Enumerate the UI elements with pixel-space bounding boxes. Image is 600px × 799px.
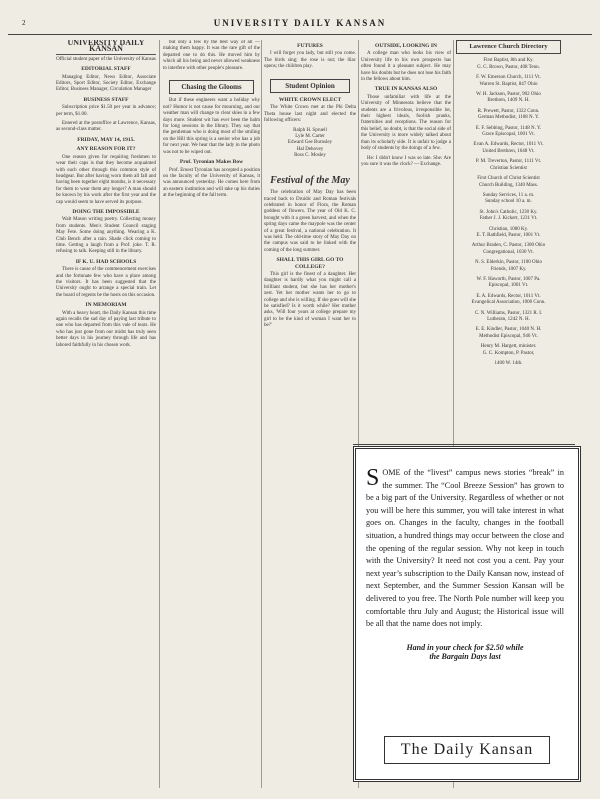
church-entry: Sunday Services, 11 a. m. [482,192,535,198]
church-entry: E. F. Sebbing, Pastor, 1148 N. Y. [475,125,542,131]
church-entry: Lutheran, 1242 N. H. [487,317,530,322]
church-entry: E. E. Kindler, Pastor, 1040 N. H. [475,327,542,333]
section-heading-festival: Festival of the May [270,174,350,186]
section-heading-student-opinion: Student Opinion [270,79,350,93]
church-entry: Father J. J. Kickert, 1231 Vt. [479,216,538,222]
editorial-body: There is cause of the commencement exercises and the fortunate few who have a place among the visitors. It has been suggested that the University ought to arrange a special train. Let the board of regents be the hosts on this occasion. [56,267,156,298]
church-directory-heading: Lawrence Church Directory [456,40,561,54]
page-number: 2 [22,19,26,27]
subscription-rate: Subscription price $1.50 per year in advance; per term, $1.00. [56,105,156,117]
church-entry: Brethren, 1409 N. H. [487,98,530,104]
church-entry: Methodist Episcopal, 946 Vt. [479,333,538,339]
editorial-heading: DOING THE IMPOSSIBLE [72,208,140,215]
church-entry: Arthur Braden, C. Pastor, 1300 Ohio [471,243,546,249]
article-body: He: I didn't know I was so late. She: Are you sure it was the clock? — Exchange. [361,155,451,167]
poem-body: I will forget you lady, but still you come. The birds sing; the rose is out; the lilac opens; the children play. [264,51,356,70]
ad-text: OME of the “livest” campus news stories “break” in the summer. The “Cool Breeze Session” has grown to be a big part of the University. Regardless of whether or not you will be here this summer, you will take interest in what goes on. Changes in the faculty, changes in the football situation, a hundred things may occur between the close and the opening of the regular session. Why not keep in touch with the University? It need not cost you a cent. Pay your next year’s subscription to the Daily Kansan now, instead of next September, and the Summer Session Kansan will be delivered to you free. The North Pole number will keep you comfortable thru July and August; the Historical issue will be all that the name does not imply. [366,468,564,629]
ad-tagline: the Bargain Days last [429,651,501,661]
church-entry: Christian, 1000 Ky. [488,226,529,232]
church-entry: Evangelical Association, 1000 Conn. [471,300,546,306]
nameplate: UNIVERSITY DAILY KANSAN [56,40,156,55]
church-entry: German Methodist, 1108 N. Y. [477,115,540,121]
church-entry: United Brethren, 1648 Vt. [482,148,535,154]
article-heading: OUTSIDE, LOOKING IN [375,43,437,49]
church-entry: R. Prewett, Pastor, 1322 Conn. [477,108,540,114]
article-body: This girl is the finest of a daughter. Her daughter is hardly what you might call a brilliant student, but she has her mother's zest. Yet her mother wants her to go to college and she is willing. If she goes will she be satisfied? Is it worth while? Her mother asks, 'Will four years at college prepare my girl to be the kind of woman I want her to be?' [264,271,356,329]
church-entry: W. H. Jackson, Pastor, 902 Ohio [476,92,541,98]
section-heading-chasing-glooms: Chasing the Glooms [169,80,254,94]
masthead [8,6,592,35]
church-entry: F. W. Emerson Church, 1111 Vt. [476,75,541,81]
poem-heading: FUTURES [297,43,323,49]
column-editorial [56,40,156,788]
church-entry: Warren St. Baptist, 847 Ohio [479,81,538,87]
ad-tagline: Hand in your check for $2.50 while [406,642,524,652]
church-entry: Church Building, 1340 Mass. [478,182,539,188]
church-entry: G. C. Kompton, P. Pastor, [482,350,535,356]
article-heading: WHITE CROWN ELECT [278,97,342,104]
church-entry: Friends, 1007 Ky. [490,266,527,272]
church-entry: E. A. Edwards, Rector, 1011 Vt. [476,293,541,299]
church-list [456,58,561,367]
article-body: But if these engineers want a holiday why not? Humor is not cause for mourning, and our weather man will change to clear skies in a few days more. Student wit has ever been the balm for long sessions in the library. They say that the gentleman who is doing most of the smiling on the Hill this spring is a senior who has a job for next year. We hear that the lady in the photo was not to be wiped out. [163,98,260,155]
masthead-title: UNIVERSITY DAILY KANSAN [213,18,387,28]
church-entry: E. T. Rathfield, Pastor, 1001 Vt. [476,232,541,238]
entry-notice: Entered at the postoffice at Lawrence, Kansas, as second-class matter. [56,121,156,133]
newspaper-page [8,6,592,794]
church-entry: First Baptist, 8th and Ky. [483,58,534,64]
church-entry: Congregational, 1030 Vt. [483,249,534,255]
officer-name: Edward Gee Burnsley [287,140,333,146]
officer-name: Ross C. Mosley [294,153,326,159]
church-entry: W. F. Haworth, Pastor, 1007 Pa. [476,276,541,282]
church-entry: Evan A. Edwards, Rector, 1011 Vt. [473,142,544,148]
church-entry: Henry M. Hargett, minister. [480,344,537,350]
church-entry: 1400 W. 14th. [494,361,523,367]
officer-name: Ralph H. Spruell [293,127,327,133]
article-heading: TRUE IN KANSAS ALSO [374,86,438,93]
article-body: Those unfamiliar with life at the University of Minnesota believe that the students are a frivolous, irresponsible lot, their highest ideals, foolish pranks, fraternities and receptions. The reason for this belief, no doubt, is that the social side of the University is more widely talked about than its scholarly side. It is unfair to judge a body of students by the doings of a few. [361,94,451,152]
editorial-body: Walt Mason writing poetry. Collecting money from students. Men's Student Council staging May Fete. Some doing anything. Wearing a K. Club Bench after a rain. Shade click coming to time. Getting a laugh from a Prof. joke. T. R. refusing to talk. Keeping still in the library. [56,217,156,255]
article-heading: Prof. Tyronian Makes Bow [179,159,244,166]
officer-name: Hal Dehovey [296,146,324,152]
staff-list: Managing Editor, News Editor, Associate Editors, Sport Editor, Society Editor, Exchange Editor, Business Manager, Circulation Manager [56,74,156,93]
article-body: but only a few by the best way of all — making them happy. It was the rare gift of the departed one to do this. He moved him by which all his being and never allowed weakness to interfere with other people's pleasure. [163,40,260,71]
business-heading: BUSINESS STAFF [83,96,129,103]
article-body: The celebration of May Day has been traced back to Druidic and Roman festivals celebrated in honor of Flora, the Roman goddess of flowers. The year of Old K. C. brought with it a green harvest, and when the spring days came the maypole was the center of a great festival, a national celebration. It was held. The old-time story of May Day on the campus was said to be linked with the coming of the long summer. [264,190,356,253]
staff-heading: EDITORIAL STAFF [81,66,131,73]
date-line: FRIDAY, MAY 14, 1915. [77,136,135,143]
subscription-advertisement [353,446,581,782]
column-rule [261,40,262,788]
editorial-heading: ANY REASON FOR IT? [76,146,136,153]
daily-kansan-logo: The Daily Kansan [384,736,550,764]
ad-body [366,467,564,631]
editorial-heading: IN MEMORIAM [85,302,127,309]
church-entry: St. John's Catholic, 1230 Ky. [479,209,538,215]
church-entry: First Church of Christ Scientist [477,176,540,182]
church-entry: Grace Episcopal, 1001 Vt. [482,132,535,138]
column-features [163,40,260,788]
ad-dropcap: S [366,465,380,491]
church-entry: Sunday school 10 a. m. [485,199,532,205]
article-body: Prof. Ernest Tyronian has accepted a position on the faculty of the University of Kansas, it was announced yesterday. He comes here from an eastern institution and will take up his duties at the beginning of the fall term. [163,167,260,199]
church-entry: Episcopal, 1001 Vt. [488,283,529,289]
church-entry: Christian Scientist [490,165,527,171]
church-entry: N. S. Elderkin, Pastor, 1100 Ohio [475,260,542,266]
article-heading: SHALL THIS GIRL GO TO COLLEGE? [276,257,344,270]
editorial-heading: IF K. U. HAD SCHOOLS [75,258,137,265]
church-entry: G. C. Brown, Pastor, 408 Tenn. [477,64,540,70]
article-body: The White Crown met at the Phi Delta Theta house last night and elected the following officers: [264,105,356,124]
nameplate-subtitle: Official student paper of the University of Kansas [56,56,156,62]
column-opinion [264,40,356,788]
article-body: A college man who looks his view of University life to his own prospects has often found it a pleasant subject. He may have his doubts but he does not lose his faith in the fellows about him. [361,51,451,83]
church-entry: P. M. Treverton, Pastor, 1111 Vt. [475,159,542,165]
column-rule [159,40,160,788]
church-entry: C. N. Williams, Pastor, 1321 R. I. [474,310,543,316]
ad-top-rule [353,444,575,445]
editorial-body: With a heavy heart, the Daily Kansan this time again recalls the sad day of paying last tribute to one who has departed from this vale of tears. He who has just gone from our midst has truly seen better days in his journey through life and has labored faithfully in his chosen work. [56,310,156,348]
editorial-body: One reason given for requiring freshmen to wear their caps is that they become acquainted with each other through this common style of headgear. But after having worn them all fall and having been together eight months, is it necessary for them to wear them any longer? A man should be known by his work after the first year and the cap would seem to have served its purpose. [56,154,156,205]
officer-name: Lyle M. Carter [295,134,325,140]
